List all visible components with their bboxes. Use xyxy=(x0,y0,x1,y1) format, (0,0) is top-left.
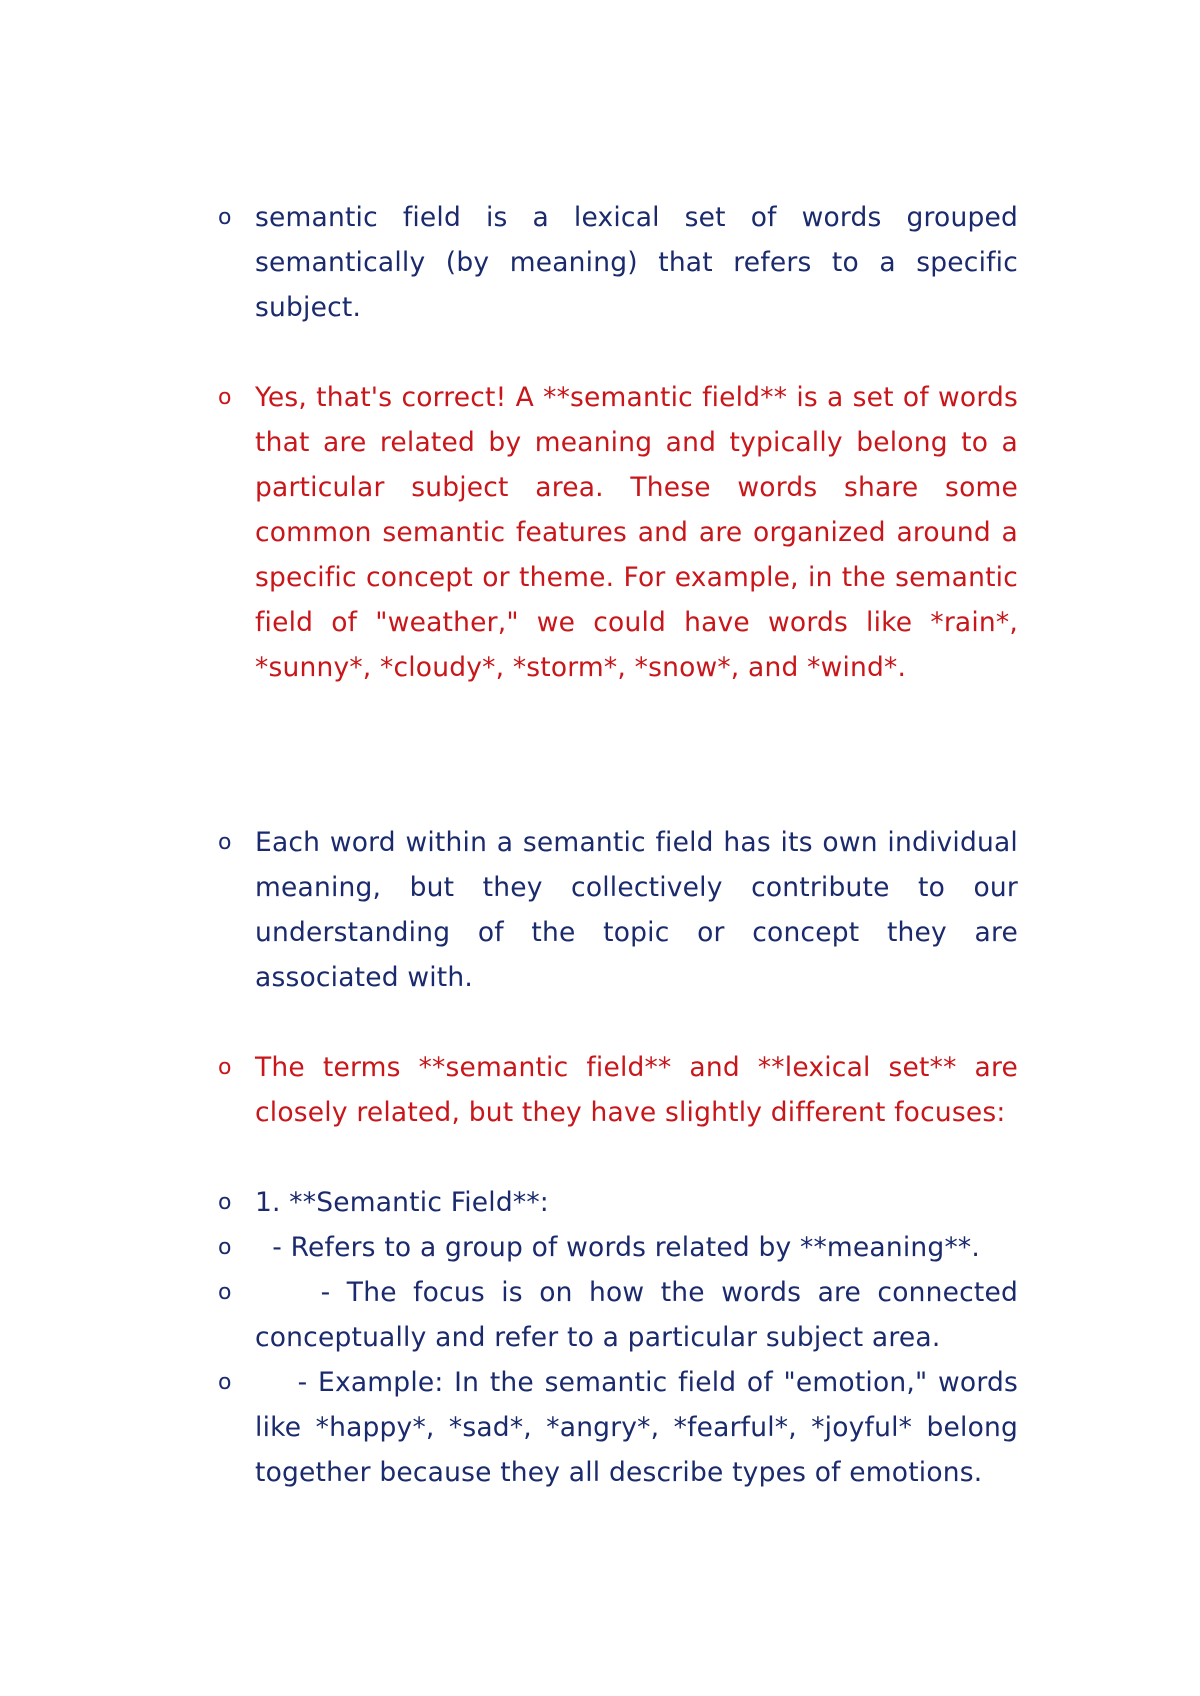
bullet-icon: o xyxy=(218,385,232,410)
bullet-icon: o xyxy=(218,1055,232,1080)
paragraph-text: - Example: In the semantic field of "emotion," words like *happy*, *sad*, *angry*, *fearful*, *joyful* belong together because they all describe types of emotions. xyxy=(255,1367,1027,1488)
bullet-icon: o xyxy=(218,1235,232,1260)
paragraph-text: semantic field is a lexical set of words grouped semantically (by meaning) that refers to a specific subject. xyxy=(255,202,1018,323)
bullet-icon: o xyxy=(218,1370,232,1395)
bullet-icon: o xyxy=(218,1280,232,1305)
paragraph-text: 1. **Semantic Field**: xyxy=(255,1187,549,1218)
paragraph-text: - Refers to a group of words related by **meaning**. xyxy=(255,1232,980,1263)
bullet-icon: o xyxy=(218,205,232,230)
paragraph-text: The terms **semantic field** and **lexical set** are closely related, but they have slightly different focuses: xyxy=(255,1052,1018,1128)
paragraph-text: - The focus is on how the words are connected conceptually and refer to a particular subject area. xyxy=(255,1277,1027,1353)
paragraph-text: Yes, that's correct! A **semantic field** is a set of words that are related by meaning and typically belong to a particular subject area. These words share some common semantic features and are organized around a specific concept or theme. For example, in the semantic field of "weather," we could have words like *rain*, *sunny*, *cloudy*, *storm*, *snow*, and *wind*. xyxy=(255,382,1018,683)
bullet-icon: o xyxy=(218,830,232,855)
bullet-icon: o xyxy=(218,1190,232,1215)
paragraph-text: Each word within a semantic field has its own individual meaning, but they collectively contribute to our understanding of the topic or concept they are associated with. xyxy=(255,827,1018,993)
